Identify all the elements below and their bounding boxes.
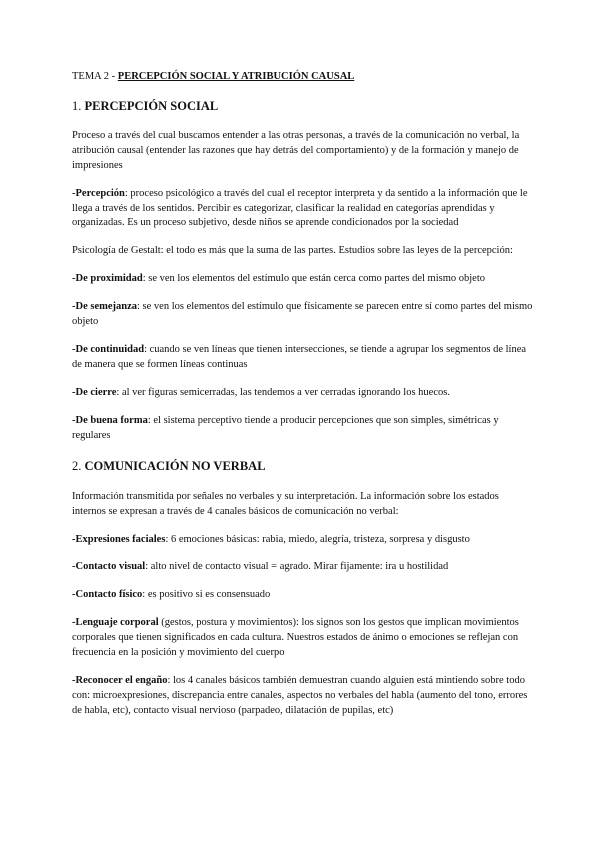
document-content — [72, 70, 534, 732]
item-term: -De semejanza — [72, 301, 138, 313]
tema-heading: PERCEPCIÓN SOCIAL Y ATRIBUCIÓN CAUSAL — [117, 71, 355, 82]
section-1-intro: Proceso a través del cual buscamos entender a las otras personas, a través de la comunicación no verbal, la atribución causal (entender las razones que hay detrás del comportamiento) y de la formación y manejo de impresiones — [72, 129, 520, 171]
item-term: -De continuidad — [72, 343, 145, 355]
section-1-number: 1. — [72, 98, 85, 113]
tema-prefix: TEMA 2 - — [72, 71, 118, 82]
item-text: : al ver figuras semicerradas, las tendemos a ver cerradas ignorando los huecos. — [116, 386, 450, 398]
item-text: : cuando se ven líneas que tienen intersecciones, se tiende a agrupar los segmentos de línea de manera que se formen líneas continuas — [72, 343, 527, 370]
item-text: : se ven los elementos del estímulo que están cerca como partes del mismo objeto — [142, 273, 486, 285]
item-term: -De buena forma — [72, 414, 148, 426]
canal-lenguaje-corporal — [72, 616, 534, 661]
item-term: -Contacto físico — [72, 589, 143, 601]
canal-contacto-fisico — [72, 588, 534, 603]
section-2-heading — [72, 458, 534, 474]
ley-semejanza — [72, 300, 534, 330]
reconocer-engano — [72, 674, 534, 719]
item-text: : se ven los elementos del estímulo que físicamente se parecen entre sí como partes del mismo objeto — [72, 301, 533, 328]
item-term: -Contacto visual — [72, 561, 146, 573]
section-1-heading — [72, 98, 534, 114]
ley-buena-forma — [72, 414, 534, 444]
item-term: -De proximidad — [72, 273, 143, 285]
item-text: : es positivo si es consensuado — [142, 589, 271, 601]
item-text: (gestos, postura y movimientos): los signos son los gestos que implican movimientos corporales que tienen significados en cada cultura. Nuestros estados de ánimo o emociones se reflejan con frecuencia en la posición y movimiento del cuerpo — [72, 617, 519, 659]
item-text: : 6 emociones básicas: rabia, miedo, alegría, tristeza, sorpresa y disgusto — [165, 533, 470, 545]
gestalt-paragraph: Psicología de Gestalt: el todo es más que la suma de las partes. Estudios sobre las leyes de la percepción: — [72, 245, 513, 257]
item-term: -Reconocer el engaño — [72, 674, 168, 686]
percepcion-text: : proceso psicológico a través del cual el receptor interpreta y da sentido a la información que le llega a través de los sentidos. Percibir es categorizar, clasificar la realidad en categorías aprendidas y organizadas. Es un proceso subjetivo, desde niños se aprende condicionados por la sociedad — [72, 187, 528, 229]
tema-title — [72, 70, 534, 84]
ley-continuidad — [72, 343, 534, 373]
item-text: : alto nivel de contacto visual = agrado. Mirar fijamente: ira u hostilidad — [145, 561, 449, 573]
ley-cierre — [72, 386, 534, 401]
percepcion-term: -Percepción — [72, 187, 125, 199]
percepcion-definition — [72, 187, 534, 232]
section-2-number: 2. — [72, 459, 85, 474]
ley-proximidad — [72, 272, 534, 287]
canal-expresiones-faciales — [72, 533, 534, 548]
item-text: : el sistema perceptivo tiende a producir percepciones que son simples, simétricas y regulares — [72, 414, 499, 441]
section-1-title: PERCEPCIÓN SOCIAL — [84, 98, 219, 113]
section-2-intro: Información transmitida por señales no verbales y su interpretación. La información sobre los estados internos se expresan a través de 4 canales básicos de comunicación no verbal: — [72, 490, 499, 517]
item-term: -Lenguaje corporal — [72, 617, 159, 629]
section-2-title: COMUNICACIÓN NO VERBAL — [84, 459, 266, 474]
canal-contacto-visual — [72, 560, 534, 575]
item-term: -De cierre — [72, 386, 117, 398]
item-text: : los 4 canales básicos también demuestran cuando alguien está mintiendo sobre todo con: microexpresiones, discrepancia entre canales, aspectos no verbales del habla (aumento del tono, errores de habla, etc), contacto visual nervioso (parpadeo, dilatación de pupilas, etc) — [72, 674, 528, 716]
item-term: -Expresiones faciales — [72, 533, 166, 545]
